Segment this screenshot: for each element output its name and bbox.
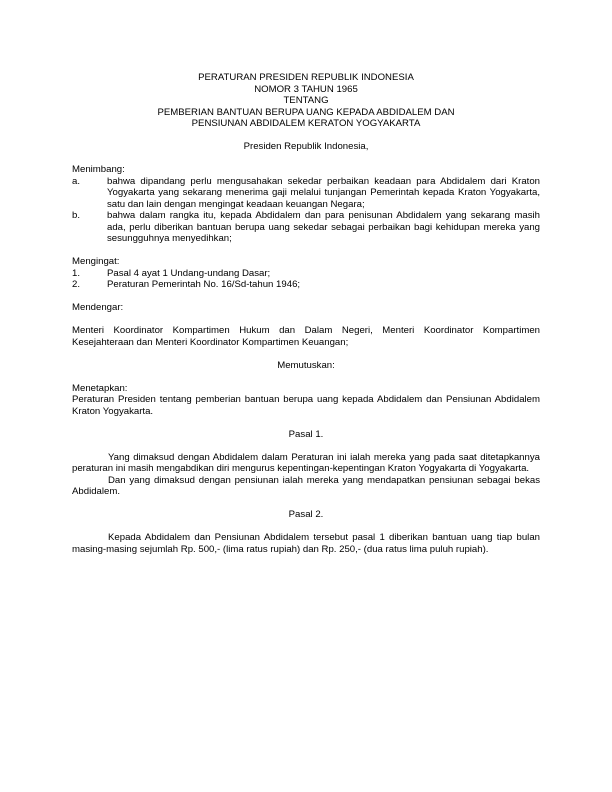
mendengar-label: Mendengar: <box>72 302 124 313</box>
list-marker: 2. <box>72 279 81 290</box>
president-line: Presiden Republik Indonesia, <box>243 141 369 152</box>
header-number: NOMOR 3 TAHUN 1965 <box>254 83 358 95</box>
header-title: PERATURAN PRESIDEN REPUBLIK INDONESIA <box>198 72 414 83</box>
memutuskan-heading: Memutuskan: <box>277 359 335 371</box>
header-subject-2: PENSIUNAN ABDIDALEM KERATON YOGYAKARTA <box>191 118 421 129</box>
list-text: Peraturan Pemerintah No. 16/Sd-tahun 1946; <box>107 279 301 290</box>
list-text: Pasal 4 ayat 1 Undang-undang Dasar; <box>107 267 271 279</box>
list-item <box>72 210 540 245</box>
menimbang-label: Menimbang: <box>72 164 125 175</box>
pasal-1-paragraph-1: Yang dimaksud dengan Abdidalem dalam Peraturan ini ialah mereka yang pada saat ditetapkannya peraturan ini masih mengabdikan diri mengurus kepentingan-kepentingan Kraton Yogyakarta di Yogyakarta. <box>72 451 540 474</box>
header-subject-1: PEMBERIAN BANTUAN BERUPA UANG KEPADA ABDIDALEM DAN <box>157 106 455 118</box>
menetapkan-label: Menetapkan: <box>72 382 128 394</box>
list-item <box>72 279 540 291</box>
list-item <box>72 268 540 280</box>
list-marker: b. <box>72 210 81 221</box>
mengingat-list <box>72 268 540 291</box>
mengingat-label: Mengingat: <box>72 256 120 267</box>
list-text: bahwa dipandang perlu mengusahakan sekedar perbaikan keadaan para Abdidalem dari Kraton Yogyakarta yang sekarang menerima gaji melalui tunjangan Pemerintah kepada Kraton Yogyakarta, satu dan lain dengan mengingat keadaan keuangan Negara; <box>107 175 540 210</box>
document-page <box>72 72 540 555</box>
mendengar-text: Menteri Koordinator Kompartimen Hukum dan Dalam Negeri, Menteri Koordinator Kompartimen Kesejahteraan dan Menteri Koordinator Kompartimen Keuangan; <box>72 325 540 348</box>
list-item <box>72 176 540 211</box>
pasal-1-paragraph-2: Dan yang dimaksud dengan pensiunan ialah mereka yang mendapatkan pensiunan sebagai bekas Abdidalem. <box>72 474 540 497</box>
list-marker: 1. <box>72 267 81 279</box>
pasal-2-paragraph-1: Kepada Abdidalem dan Pensiunan Abdidalem tersebut pasal 1 diberikan bantuan uang tiap bulan masing-masing sejumlah Rp. 500,- (lima ratus rupiah) dan Rp. 250,- (dua ratus lima puluh rupiah). <box>72 532 540 555</box>
menetapkan-text: Peraturan Presiden tentang pemberian bantuan berupa uang kepada Abdidalem dan Pensiunan Abdidalem Kraton Yogyakarta. <box>72 394 540 417</box>
menimbang-list <box>72 176 540 245</box>
document-header <box>72 72 540 130</box>
list-text: bahwa dalam rangka itu, kepada Abdidalem dan para penisunan Abdidalem yang sekarang masih ada, perlu diberikan bantuan berupa uang sekedar sebagai perbaikan bagi kehidupan mereka yang sesungguhnya menyedihkan; <box>107 210 540 244</box>
pasal-1-title: Pasal 1. <box>288 428 324 440</box>
pasal-2-title: Pasal 2. <box>288 509 324 520</box>
header-tentang: TENTANG <box>283 95 329 106</box>
list-marker: a. <box>72 175 81 187</box>
